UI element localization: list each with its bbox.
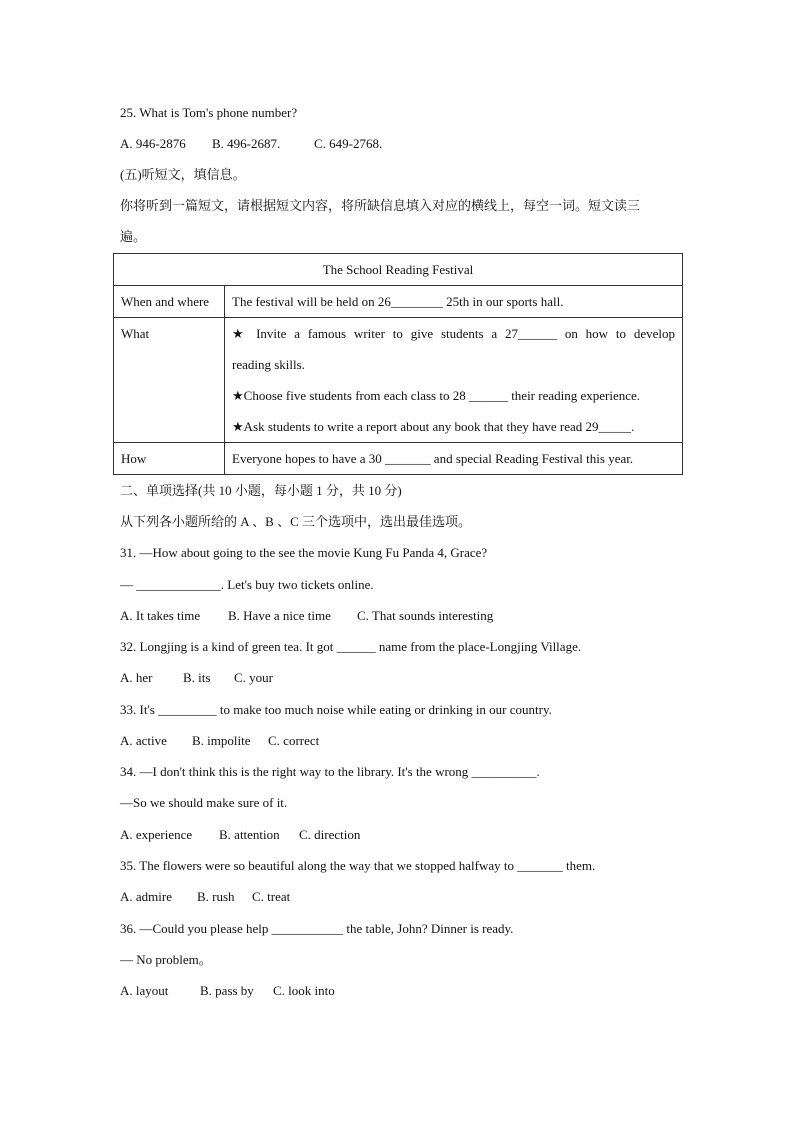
what-item-1: ★ Invite a famous writer to give students a 27______ on how to develop	[232, 326, 675, 341]
row-content-when: The festival will be held on 26________ 25th in our sports hall.	[225, 286, 683, 318]
q33-stem: 33. It's _________ to make too much noise while eating or drinking in our country.	[120, 702, 552, 717]
row-label-how: How	[114, 443, 225, 475]
q34-stem: 34. —I don't think this is the right way to the library. It's the wrong __________.	[120, 764, 540, 779]
q36-option-a: A. layout	[120, 983, 169, 998]
q34-option-b: B. attention	[219, 827, 280, 842]
what-item-3: ★Ask students to write a report about any book that they have read 29_____.	[232, 419, 635, 434]
q32-stem: 32. Longjing is a kind of green tea. It got ______ name from the place-Longjing Village.	[120, 639, 582, 654]
table-title: The School Reading Festival	[114, 254, 683, 286]
q33-option-c: C. correct	[268, 733, 320, 748]
q35-option-a: A. admire	[120, 889, 172, 904]
reading-festival-table	[113, 253, 683, 475]
q31-stem: 31. —How about going to the see the movie Kung Fu Panda 4, Grace?	[120, 545, 488, 560]
q34-reply: —So we should make sure of it.	[120, 795, 288, 810]
what-item-1-cont: reading skills.	[232, 357, 305, 372]
row-label-what: What	[114, 318, 225, 443]
q36-option-c: C. look into	[273, 983, 335, 998]
q25-option-a: A. 946-2876	[120, 136, 186, 151]
q32-option-b: B. its	[183, 670, 211, 685]
part2-instruction: 从下列各小题所给的 A 、B 、C 三个选项中，选出最佳选项。	[120, 514, 472, 529]
q31-option-c: C. That sounds interesting	[357, 608, 494, 623]
q25-question: 25. What is Tom's phone number?	[120, 105, 298, 120]
q36-reply: — No problem。	[120, 952, 212, 967]
section5-instruction-2: 遍。	[120, 229, 147, 244]
q32-option-c: C. your	[234, 670, 273, 685]
q36-option-b: B. pass by	[200, 983, 254, 998]
q34-option-a: A. experience	[120, 827, 193, 842]
section5-heading: (五)听短文，填信息。	[120, 167, 246, 182]
q33-option-b: B. impolite	[192, 733, 251, 748]
q36-stem: 36. —Could you please help ___________ the table, John? Dinner is ready.	[120, 921, 514, 936]
row-label-when: When and where	[114, 286, 225, 318]
q33-option-a: A. active	[120, 733, 167, 748]
section5-instruction-1: 你将听到一篇短文，请根据短文内容，将所缺信息填入对应的横线上，每空一词。短文读三	[120, 198, 641, 213]
q34-option-c: C. direction	[299, 827, 361, 842]
q25-option-c: C. 649-2768.	[314, 136, 383, 151]
q31-reply: — _____________. Let's buy two tickets online.	[120, 577, 374, 592]
q35-option-b: B. rush	[197, 889, 235, 904]
q35-stem: 35. The flowers were so beautiful along the way that we stopped halfway to _______ them.	[120, 858, 596, 873]
q32-option-a: A. her	[120, 670, 153, 685]
row-content-how: Everyone hopes to have a 30 _______ and special Reading Festival this year.	[225, 443, 683, 475]
q25-option-b: B. 496-2687.	[212, 136, 281, 151]
q31-option-a: A. It takes time	[120, 608, 201, 623]
what-item-2: ★Choose five students from each class to 28 ______ their reading experience.	[232, 388, 641, 403]
part2-heading: 二、单项选择(共 10 小题，每小题 1 分，共 10 分)	[120, 483, 402, 498]
q35-option-c: C. treat	[252, 889, 291, 904]
q31-option-b: B. Have a nice time	[228, 608, 331, 623]
